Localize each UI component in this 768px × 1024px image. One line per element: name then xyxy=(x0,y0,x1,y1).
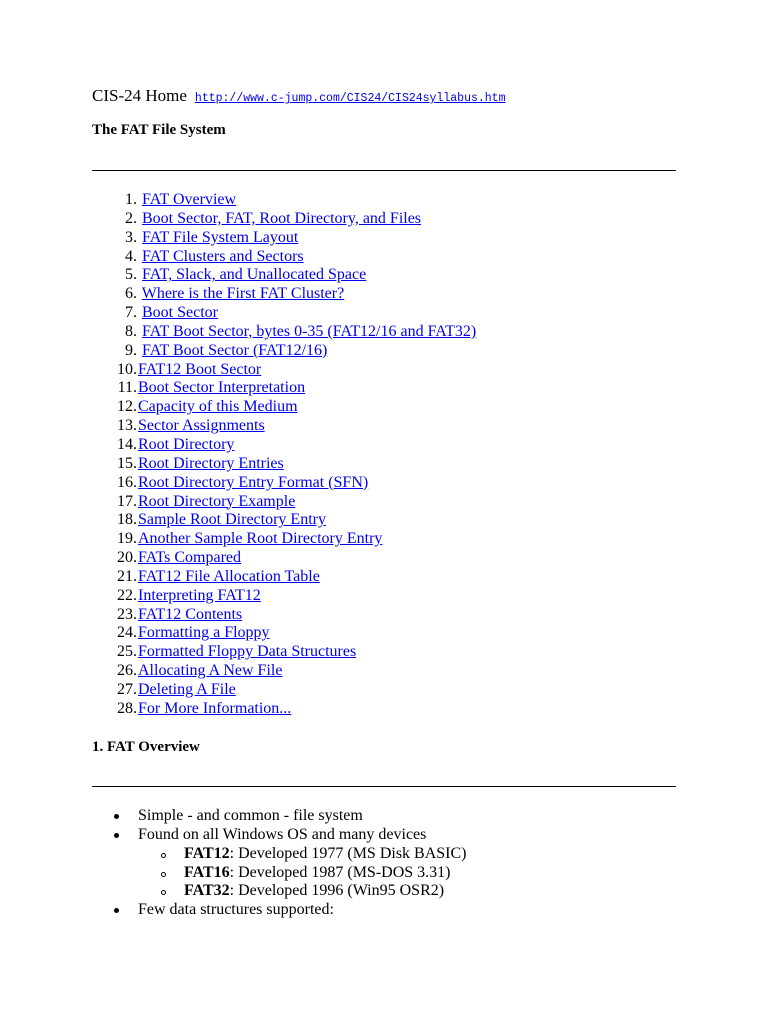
header-line xyxy=(92,86,505,106)
toc-item xyxy=(92,643,476,662)
toc-number: 3. xyxy=(125,228,137,246)
toc-link[interactable]: Root Directory xyxy=(138,435,235,453)
toc-item xyxy=(92,210,476,229)
toc-link[interactable]: FAT12 File Allocation Table xyxy=(138,567,320,585)
sub-bullet-item xyxy=(138,882,467,901)
overview-bullet-list xyxy=(92,807,467,920)
toc-link[interactable]: Boot Sector, FAT, Root Directory, and Files xyxy=(142,209,422,227)
toc-link[interactable]: Allocating A New File xyxy=(138,662,283,680)
toc-link[interactable]: Root Directory Entry Format (SFN) xyxy=(138,473,369,491)
toc-number: 10. xyxy=(117,360,137,378)
toc-item xyxy=(92,248,476,267)
fat-version-name: FAT12 xyxy=(184,844,230,862)
toc-number: 12. xyxy=(117,398,137,416)
divider xyxy=(92,786,676,787)
toc-item xyxy=(92,379,476,398)
toc-item xyxy=(92,398,476,417)
toc-link[interactable]: Sample Root Directory Entry xyxy=(138,511,326,529)
table-of-contents xyxy=(92,191,476,719)
bullet-text: Found on all Windows OS and many devices xyxy=(138,825,427,843)
toc-link[interactable]: For More Information... xyxy=(138,699,292,717)
toc-link[interactable]: Root Directory Example xyxy=(138,492,296,510)
fat-version-name: FAT16 xyxy=(184,863,230,881)
toc-item xyxy=(92,681,476,700)
toc-number: 25. xyxy=(117,643,137,661)
bullet-circle-icon xyxy=(161,853,166,858)
fat-version-desc: : Developed 1996 (Win95 OSR2) xyxy=(229,882,445,900)
toc-number: 11. xyxy=(117,379,137,397)
toc-item xyxy=(92,455,476,474)
home-label: CIS-24 Home xyxy=(92,86,187,105)
toc-link[interactable]: FAT, Slack, and Unallocated Space xyxy=(142,266,367,284)
page-title: The FAT File System xyxy=(92,122,226,138)
bullet-item xyxy=(92,807,467,826)
toc-number: 17. xyxy=(117,492,137,510)
toc-item xyxy=(92,606,476,625)
toc-number: 19. xyxy=(117,530,137,548)
bullet-text: Simple - and common - file system xyxy=(138,807,363,824)
toc-item xyxy=(92,587,476,606)
toc-number: 27. xyxy=(117,680,137,698)
toc-item xyxy=(92,511,476,530)
toc-number: 26. xyxy=(117,662,137,680)
bullet-text: Few data structures supported: xyxy=(138,901,334,919)
toc-item xyxy=(92,700,476,719)
toc-item xyxy=(92,549,476,568)
toc-item xyxy=(92,662,476,681)
fat-version-name: FAT32 xyxy=(184,882,230,900)
toc-link[interactable]: FATs Compared xyxy=(138,549,242,567)
toc-item xyxy=(92,229,476,248)
toc-number: 7. xyxy=(125,304,137,322)
bullet-item xyxy=(92,826,467,901)
toc-number: 2. xyxy=(125,209,137,227)
toc-number: 6. xyxy=(125,285,137,303)
toc-number: 5. xyxy=(125,266,137,284)
fat-version-desc: : Developed 1977 (MS Disk BASIC) xyxy=(229,844,467,862)
toc-item xyxy=(92,624,476,643)
toc-number: 23. xyxy=(117,605,137,623)
toc-number: 1. xyxy=(125,191,137,208)
syllabus-link[interactable]: http://www.c-jump.com/CIS24/CIS24syllabus.htm xyxy=(194,92,506,105)
toc-item xyxy=(92,493,476,512)
bullet-disc-icon xyxy=(114,908,119,913)
toc-number: 9. xyxy=(125,341,137,359)
toc-number: 16. xyxy=(117,473,137,491)
toc-link[interactable]: FAT Overview xyxy=(142,191,237,208)
toc-number: 13. xyxy=(117,417,137,435)
bullet-disc-icon xyxy=(114,833,119,838)
toc-item xyxy=(92,530,476,549)
toc-item xyxy=(92,266,476,285)
bullet-circle-icon xyxy=(161,872,166,877)
toc-link[interactable]: FAT12 Contents xyxy=(138,605,243,623)
toc-item xyxy=(92,436,476,455)
toc-item xyxy=(92,361,476,380)
toc-link[interactable]: Interpreting FAT12 xyxy=(138,586,261,604)
toc-number: 8. xyxy=(125,322,137,340)
toc-item xyxy=(92,304,476,323)
sub-bullet-item xyxy=(138,845,467,864)
toc-link[interactable]: FAT File System Layout xyxy=(142,228,299,246)
toc-link[interactable]: Sector Assignments xyxy=(138,417,265,435)
toc-number: 4. xyxy=(125,247,137,265)
toc-item xyxy=(92,474,476,493)
bullet-item xyxy=(92,901,467,920)
fat-versions-list xyxy=(138,845,467,902)
toc-link[interactable]: Root Directory Entries xyxy=(138,454,284,472)
toc-item xyxy=(92,342,476,361)
toc-item xyxy=(92,323,476,342)
toc-item xyxy=(92,568,476,587)
toc-item xyxy=(92,285,476,304)
toc-link[interactable]: Formatting a Floppy xyxy=(138,624,270,642)
toc-item xyxy=(92,417,476,436)
toc-number: 24. xyxy=(117,624,137,642)
toc-number: 18. xyxy=(117,511,137,529)
bullet-disc-icon xyxy=(114,814,119,819)
toc-number: 20. xyxy=(117,549,137,567)
toc-link[interactable]: Formatted Floppy Data Structures xyxy=(138,643,357,661)
toc-link[interactable]: Another Sample Root Directory Entry xyxy=(138,530,383,548)
toc-link[interactable]: FAT Clusters and Sectors xyxy=(142,247,304,265)
toc-link[interactable]: Boot Sector Interpretation xyxy=(138,379,306,397)
fat-version-desc: : Developed 1987 (MS-DOS 3.31) xyxy=(229,863,451,881)
section-title-fat-overview: 1. FAT Overview xyxy=(92,739,200,755)
toc-link[interactable]: Where is the First FAT Cluster? xyxy=(141,285,345,303)
toc-link[interactable]: FAT Boot Sector, bytes 0-35 (FAT12/16 and FAT32) xyxy=(142,322,477,340)
toc-number: 28. xyxy=(117,699,137,717)
toc-link[interactable]: Capacity of this Medium xyxy=(138,398,298,416)
toc-number: 21. xyxy=(117,567,137,585)
toc-number: 14. xyxy=(117,435,137,453)
toc-link[interactable]: Deleting A File xyxy=(138,680,236,698)
toc-link[interactable]: FAT Boot Sector (FAT12/16) xyxy=(142,341,328,359)
toc-item xyxy=(92,191,476,210)
divider xyxy=(92,170,676,171)
toc-number: 22. xyxy=(117,586,137,604)
toc-number: 15. xyxy=(117,454,137,472)
toc-link[interactable]: Boot Sector xyxy=(142,304,218,322)
bullet-circle-icon xyxy=(161,890,166,895)
toc-link[interactable]: FAT12 Boot Sector xyxy=(138,360,262,378)
sub-bullet-item xyxy=(138,864,467,883)
